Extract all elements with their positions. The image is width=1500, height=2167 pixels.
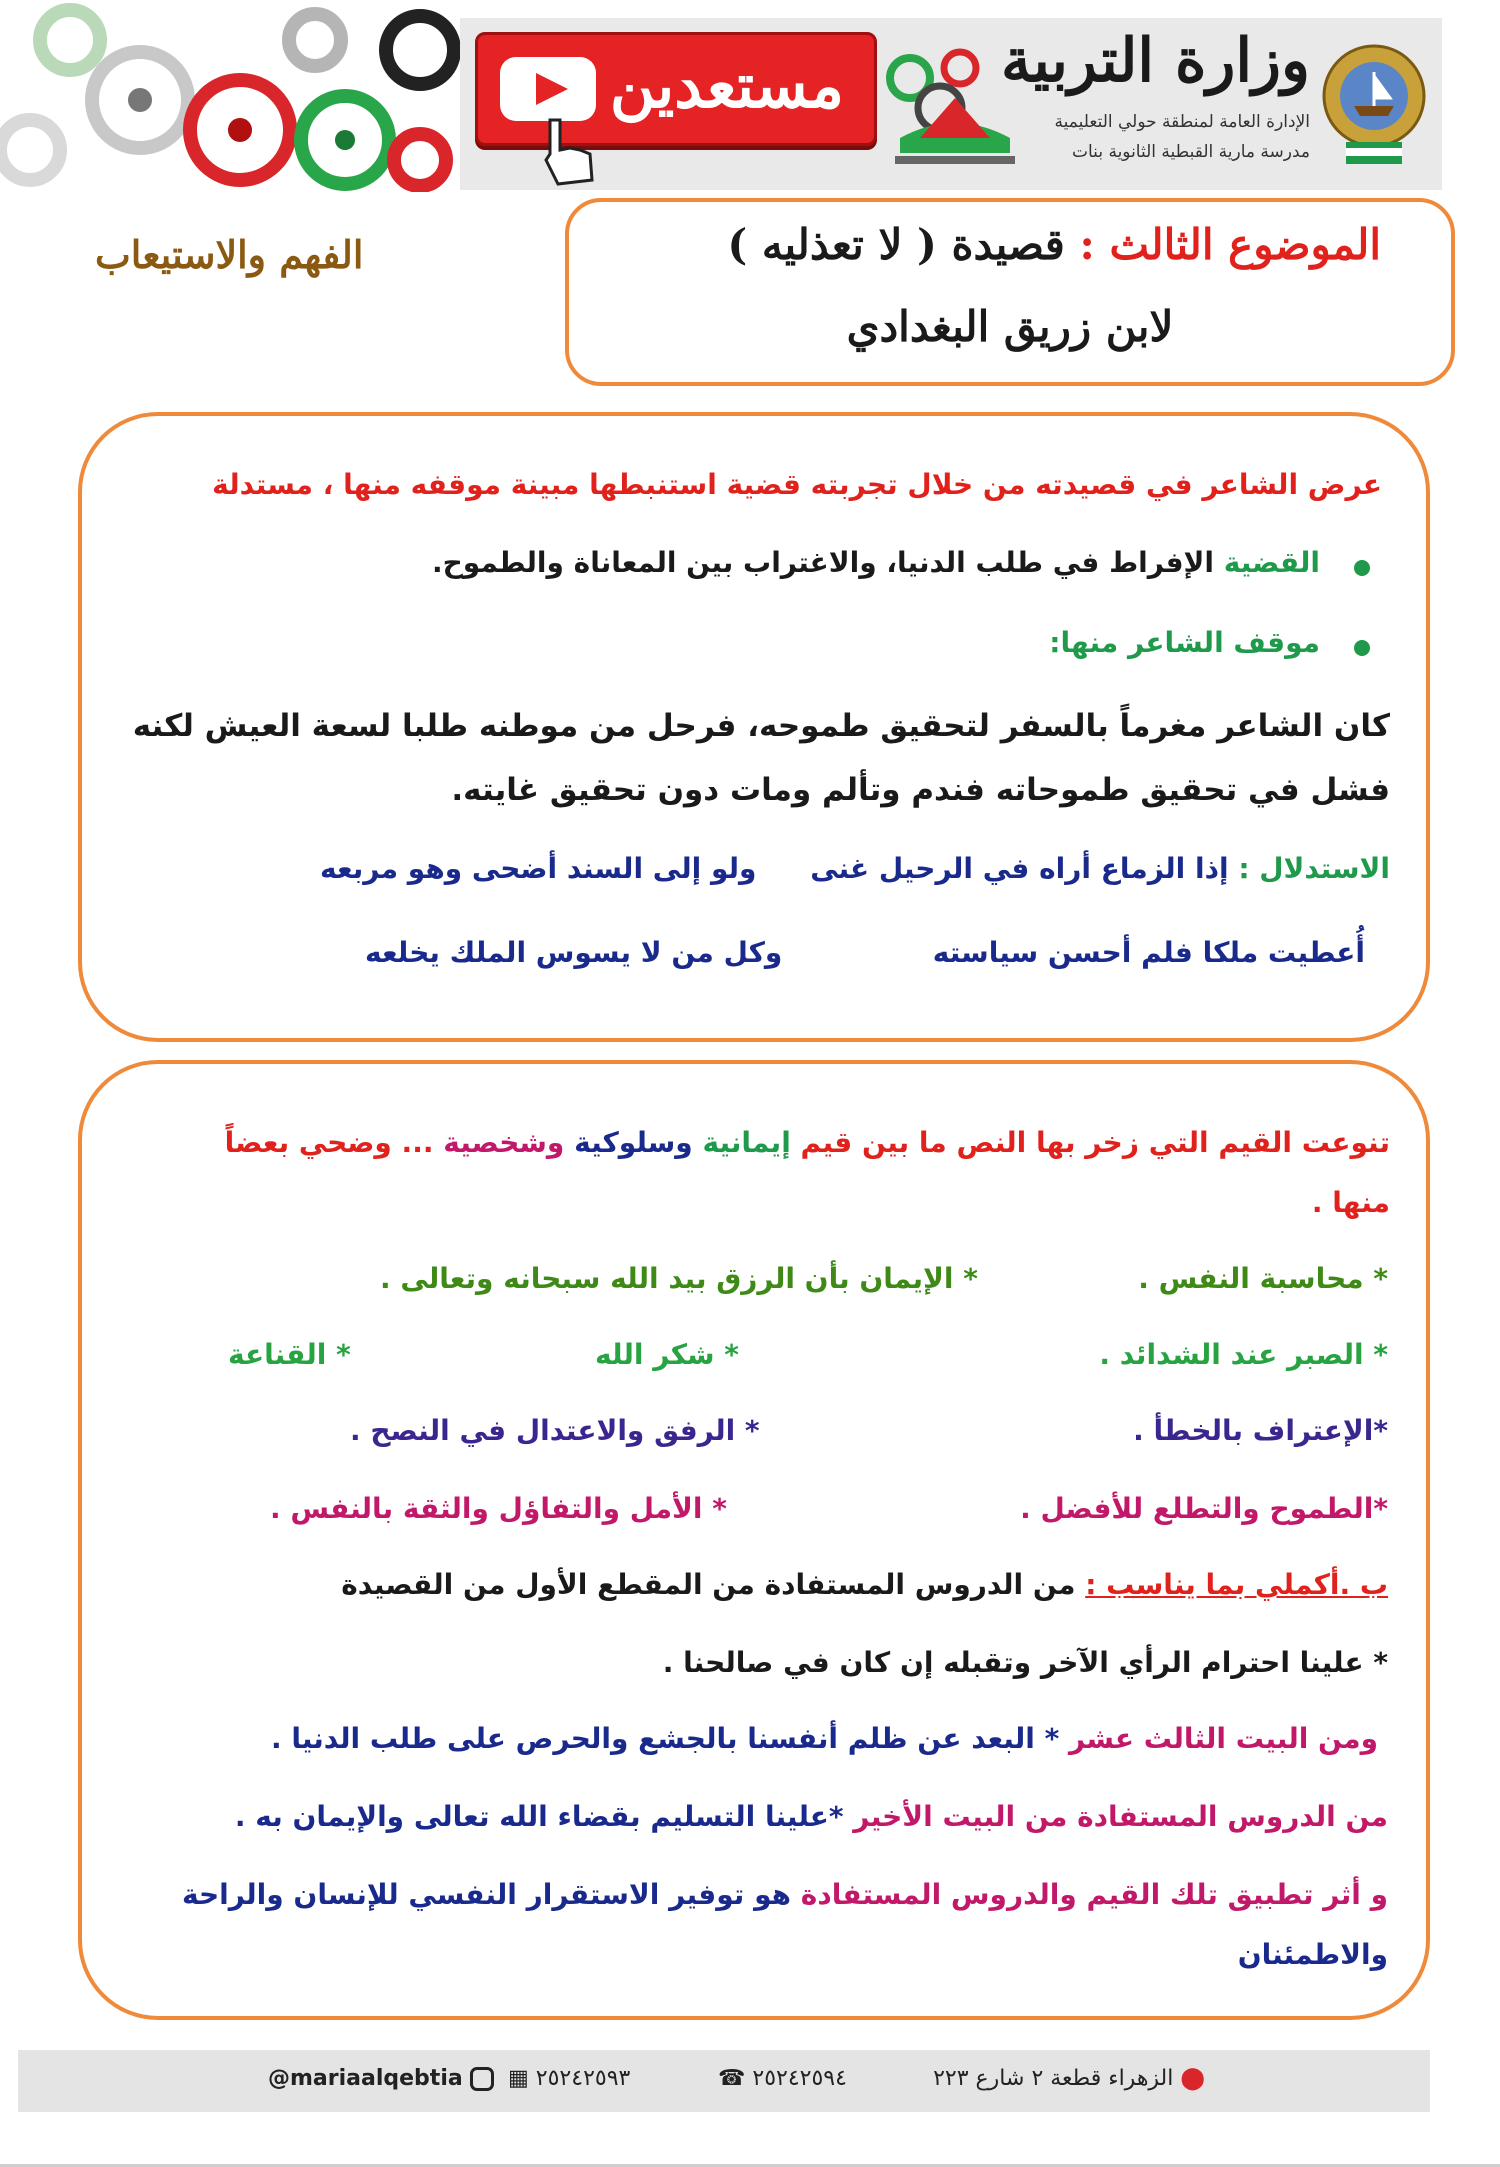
value-item: *الطموح والتطلع للأفضل . [1020,1492,1388,1525]
effect-b: هو توفير الاستقرار النفسي للإنسان والراحة [181,1878,801,1911]
value-item: * شكر الله [595,1338,739,1371]
phone-text: ٢٥٢٤٢٥٩٤ [752,2066,847,2091]
values-intro-b: إيمانية [702,1126,791,1159]
instagram-icon [470,2067,494,2091]
footer-address [933,2066,1205,2091]
bullet-icon [1354,640,1370,656]
values-intro-a: تنوعت القيم التي زخر بها النص ما بين قيم [790,1126,1390,1159]
value-item: * محاسبة النفس . [1138,1262,1388,1295]
phone-icon: ☎ [718,2066,746,2091]
values-intro-e: ... وضحي بعضاً [224,1126,444,1159]
verse-2b: وكل من لا يسوس الملك يخلعه [365,936,783,969]
footer-phone [718,2066,847,2091]
lesson-3-label: من الدروس المستفادة من البيت الأخير [853,1800,1388,1833]
lesson-3 [235,1800,1388,1833]
gears-decoration [0,0,460,192]
address-text: الزهراء قطعة ٢ شارع ٢٢٣ [933,2066,1174,2091]
complete-label: ب .أكملي بما يناسب : [1085,1568,1388,1601]
issue-label: القضية [1223,546,1320,579]
issue-intro: عرض الشاعر في قصيدته من خلال تجربته قضية استنبطها مبينة موقفه منها ، مستدلة [212,468,1382,501]
topic-title-line [727,220,1381,269]
footer-fax [508,2066,630,2091]
value-item: * الرفق والاعتدال في النصح . [350,1414,760,1447]
bullet-icon [1354,560,1370,576]
values-intro [225,1126,1390,1159]
ministry-block [1000,26,1430,186]
value-item: * الصبر عند الشدائد . [1099,1338,1388,1371]
complete-line [341,1568,1388,1601]
footer-instagram[interactable] [268,2066,494,2091]
pointer-hand-icon [530,110,610,190]
evidence-label: الاستدلال : [1238,852,1390,885]
values-box [78,1060,1430,2020]
poem-author: لابن زريق البغدادي [846,302,1174,351]
complete-text: من الدروس المستفادة من المقطع الأول من القصيدة [341,1568,1076,1601]
topic-box [565,198,1455,386]
verse-2a: أُعطيت ملكا فلم أحسن سياسته [932,936,1365,969]
issue-text: الإفراط في طلب الدنيا، والاغتراب بين المعاناة والطموح. [431,546,1224,579]
lesson-3-text: *علينا التسليم بقضاء الله تعالى والإيمان به . [234,1800,854,1833]
lesson-2-label: ومن البيت الثالث عشر [1068,1722,1378,1755]
values-intro-end: منها . [1311,1186,1390,1219]
kuwait-emblem-icon [1318,32,1430,172]
lesson-2 [271,1722,1378,1755]
effect-line [182,1878,1388,1911]
instagram-handle: @mariaalqebtia [268,2066,463,2091]
value-item: * الأمل والتفاؤل والثقة بالنفس . [270,1492,727,1525]
verse-1a: إذا الزماع أراه في الرحيل غنى [810,852,1229,885]
printer-icon: ▦ [508,2066,529,2091]
lesson-2-text: * البعد عن ظلم أنفسنا بالجشع والحرص على طلب الدنيا . [270,1722,1069,1755]
fax-text: ٢٥٢٤٢٥٩٣ [535,2066,631,2091]
stance-text-1: كان الشاعر مغرماً بالسفر لتحقيق طموحه، فرحل من موطنه طلبا لسعة العيش لكنه [132,708,1390,744]
values-intro-d: وشخصية [443,1126,565,1159]
issue-line [432,546,1320,579]
section-heading: الفهم والاستيعاب [95,232,364,277]
value-item: * الإيمان بأن الرزق بيد الله سبحانه وتعالى . [380,1262,978,1295]
channel-label: مستعدين [609,49,844,122]
topic-label: الموضوع الثالث : [1079,220,1381,269]
evidence-line-1 [810,852,1390,885]
stance-label: موقف الشاعر منها: [1049,626,1320,659]
lesson-1: * علينا احترام الرأي الآخر وتقبله إن كان في صالحنا . [662,1646,1388,1679]
location-pin-icon: ⬤ [1180,2066,1205,2091]
value-item: * القناعة [228,1338,351,1371]
footer-bar [18,2050,1430,2112]
effect-end: والاطمئنان [1237,1938,1388,1971]
value-item: *الإعتراف بالخطأ . [1133,1414,1388,1447]
ministry-title: وزارة التربية [1000,26,1310,96]
effect-a: و أثر تطبيق تلك القيم والدروس المستفادة [800,1878,1388,1911]
stance-text-2: فشل في تحقيق طموحاته فندم وتألم ومات دون تحقيق غايته. [451,772,1390,808]
poem-title: قصيدة ( لا تعذليه ) [727,220,1065,269]
values-intro-c: وسلوكية [564,1126,703,1159]
ministry-subtitle: الإدارة العامة لمنطقة حولي التعليمية [1054,112,1310,132]
verse-1b: ولو إلى السند أضحى وهو مربعه [320,852,757,885]
school-name: مدرسة مارية القبطية الثانوية بنات [1072,142,1310,162]
